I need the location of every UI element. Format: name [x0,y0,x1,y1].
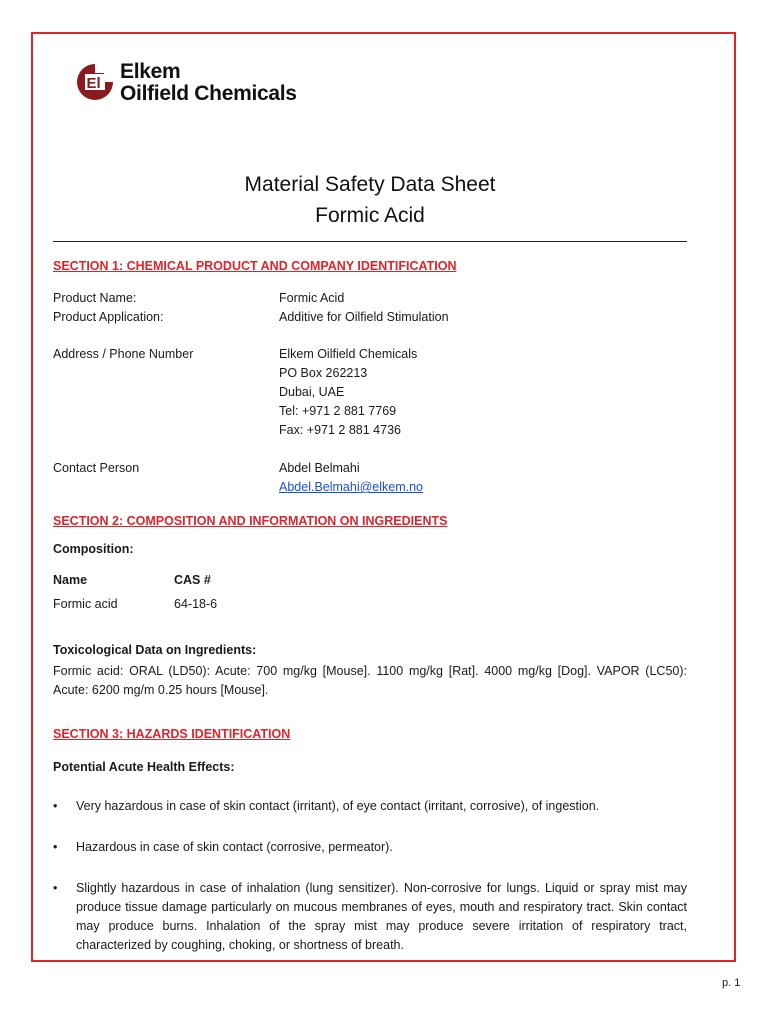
product-application-label: Product Application: [53,310,164,324]
column-header-cas: CAS # [174,573,211,587]
hazard-bullet: Hazardous in case of skin contact (corrosive, permeator). [76,840,393,854]
fax-line: Fax: +971 2 881 4736 [279,423,401,437]
hazard-bullet: Slightly hazardous in case of inhalation (lung sensitizer). Non-corrosive for lungs. Liquid or spray mist may produce tissue damage particularly on mucous membranes of eyes, mouth and respiratory tract. Skin contact may produce burns. Inhalation of the spray mist may produce severe irritation of respiratory tract, characterized by coughing, choking, or shortness of breath. [76,881,687,952]
section-1-heading: SECTION 1: CHEMICAL PRODUCT AND COMPANY IDENTIFICATION [53,259,457,273]
elkem-logo-icon [76,63,114,101]
page-border [31,32,736,962]
toxicological-data-text: Formic acid: ORAL (LD50): Acute: 700 mg/kg [Mouse]. 1100 mg/kg [Rat]. 4000 mg/kg [Dog]. VAPOR (LC50): Acute: 6200 mg/m 0.25 hours [Mouse]. [53,664,687,697]
title-divider [53,241,687,242]
company-logo [76,61,316,111]
address-line: Dubai, UAE [279,385,345,399]
contact-email-link[interactable]: Abdel.Belmahi@elkem.no [279,480,424,494]
composition-label: Composition: [53,542,134,556]
bullet-icon: • [53,799,58,813]
toxicological-data-label: Toxicological Data on Ingredients: [53,643,257,657]
contact-person-label: Contact Person [53,461,140,475]
page-number: p. 1 [722,977,741,989]
address-line: PO Box 262213 [279,366,368,380]
hazard-bullet: Very hazardous in case of skin contact (irritant), of eye contact (irritant, corrosive), of ingestion. [76,799,600,813]
product-name-label: Product Name: [53,291,137,305]
contact-person-name: Abdel Belmahi [279,461,360,475]
ingredient-cas: 64-18-6 [174,597,218,611]
product-name-value: Formic Acid [279,291,345,305]
section-3-heading: SECTION 3: HAZARDS IDENTIFICATION [53,727,291,741]
product-application-value: Additive for Oilfield Stimulation [279,310,449,324]
bullet-icon: • [53,881,58,895]
column-header-name: Name [53,573,88,587]
phone-line: Tel: +971 2 881 7769 [279,404,397,418]
logo-line-1: Elkem [120,60,181,83]
document-subtitle: Formic Acid [315,204,425,227]
acute-health-effects-label: Potential Acute Health Effects: [53,760,235,774]
document-title: Material Safety Data Sheet [244,173,496,196]
address-line: Elkem Oilfield Chemicals [279,347,418,361]
address-label: Address / Phone Number [53,347,194,361]
section-2-heading: SECTION 2: COMPOSITION AND INFORMATION ON INGREDIENTS [53,514,448,528]
logo-line-2: Oilfield Chemicals [120,82,297,105]
bullet-icon: • [53,840,58,854]
ingredient-name: Formic acid [53,597,118,611]
svg-text:El: El [86,75,101,92]
